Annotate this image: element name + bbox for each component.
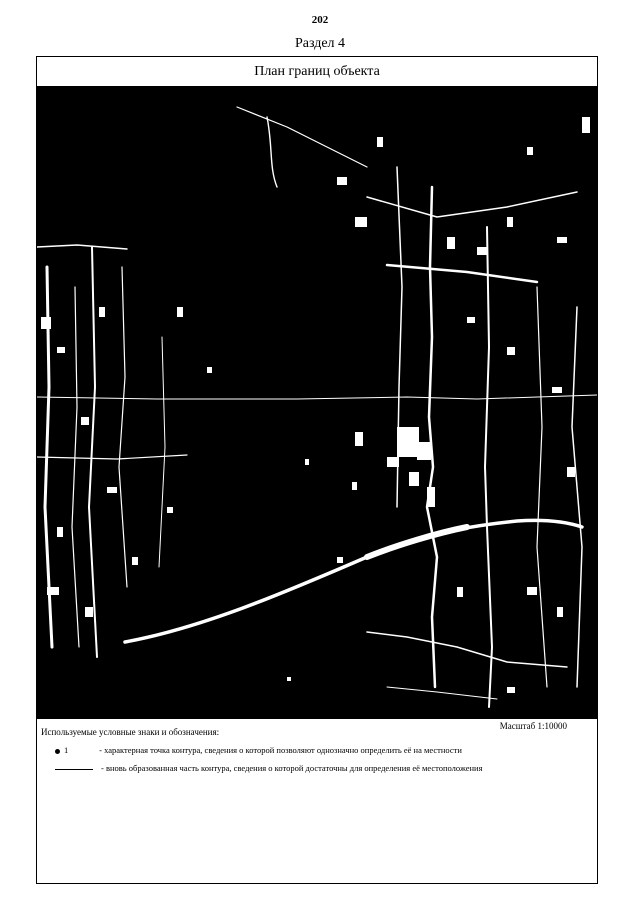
point-dot-icon (55, 749, 60, 754)
legend-title: Используемые условные знаки и обозначения: (41, 727, 220, 737)
legend-line-text: - вновь образованная часть контура, сведения о которой достаточны для определения её местоположения (101, 763, 483, 773)
section-title: Раздел 4 (294, 36, 346, 51)
legend-point-text: - характерная точка контура, сведения о которой позволяют однозначно определить её на местности (99, 745, 462, 755)
point-number: 1 (64, 745, 69, 755)
map-scale: Масштаб 1:10000 (499, 721, 567, 731)
page-number: 202 (311, 14, 329, 26)
plan-title: План границ объекта (37, 57, 597, 87)
legend-item-line (55, 763, 585, 774)
plan-frame (36, 56, 598, 884)
map-image (37, 87, 597, 719)
legend-item-point (55, 745, 462, 756)
line-segment-icon (55, 769, 93, 770)
satellite-map (37, 87, 597, 719)
